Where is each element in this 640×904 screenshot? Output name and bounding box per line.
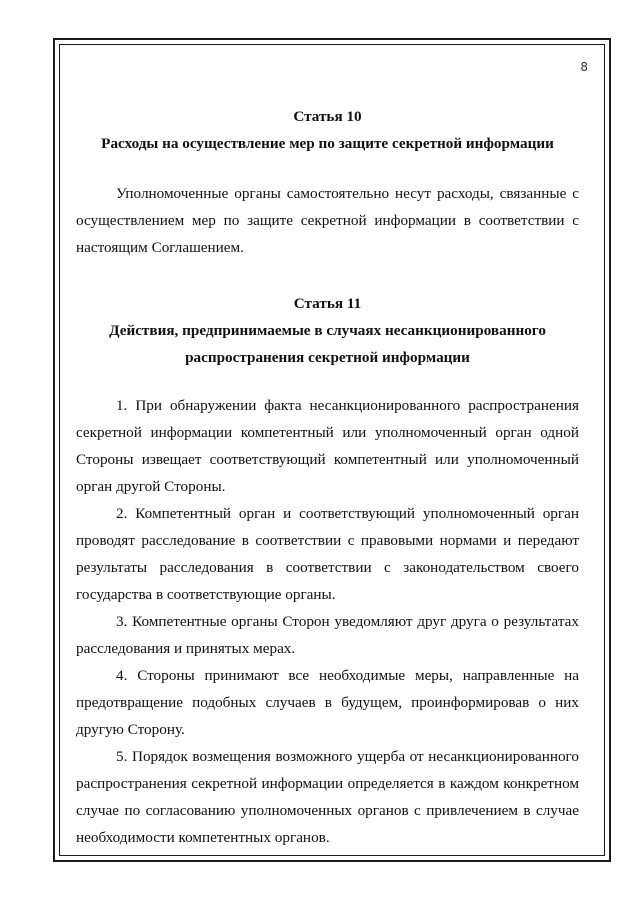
article-10-paragraph: Уполномоченные органы самостоятельно несут расходы, связанные с осуществлением мер по защите секретной информации в соответствии с настоящим Соглашением. [76, 185, 579, 256]
article-11-paragraph-4: 4. Стороны принимают все необходимые меры, направленные на предотвращение подобных случаев в будущем, проинформировав о них другую Сторону. [76, 667, 579, 738]
document-body [76, 104, 579, 851]
article-11-title-line1: Действия, предпринимаемые в случаях несанкционированного [109, 322, 546, 339]
article-10-title: Расходы на осуществление мер по защите секретной информации [101, 135, 554, 152]
article-11-paragraph-2: 2. Компетентный орган и соответствующий уполномоченный орган проводят расследование в соответствии с правовыми нормами и передают результаты расследования в соответствии с законодательством своего государства в соответствующие органы. [76, 505, 579, 603]
page-number: 8 [580, 60, 588, 74]
article-11-paragraph-3: 3. Компетентные органы Сторон уведомляют друг друга о результатах расследования и принятых мерах. [76, 613, 579, 657]
article-11-title-line2: распространения секретной информации [185, 349, 470, 366]
article-11-number: Статья 11 [293, 295, 362, 312]
article-11-paragraph-5: 5. Порядок возмещения возможного ущерба от несанкционированного распространения секретной информации определяется в каждом конкретном случае по согласованию уполномоченных органов с привлечением в случае необходимости компетентных органов. [76, 748, 579, 846]
article-11-paragraph-1: 1. При обнаружении факта несанкционированного распространения секретной информации компетентный или уполномоченный орган одной Стороны извещает соответствующий компетентный или уполномоченный орган другой Стороны. [76, 397, 579, 495]
article-10-number: Статья 10 [293, 108, 362, 125]
